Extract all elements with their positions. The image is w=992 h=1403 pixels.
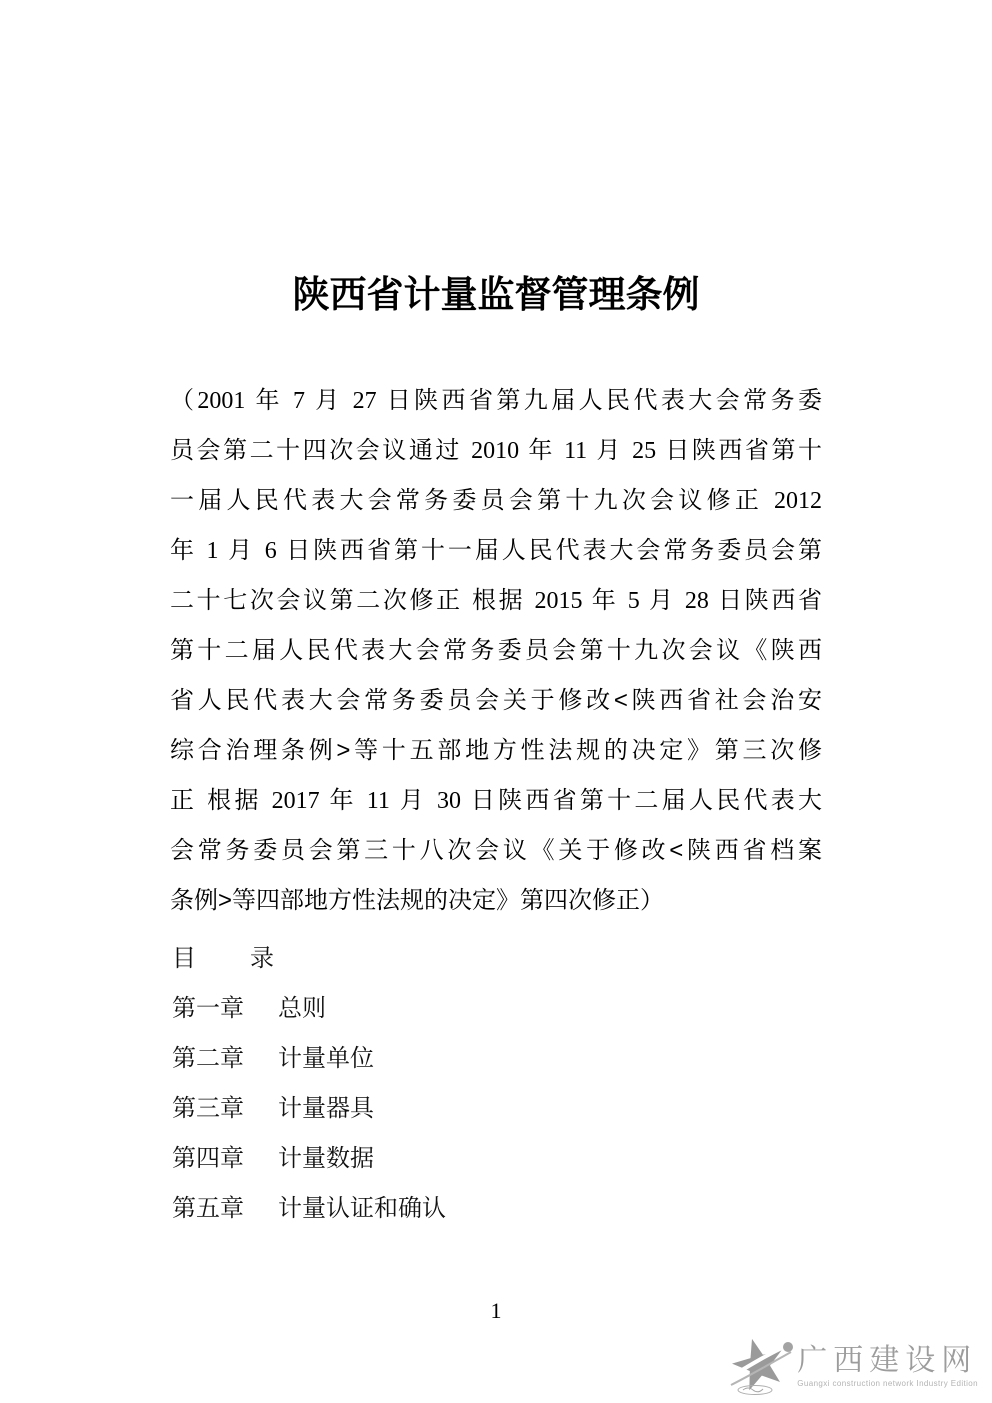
toc-chapter-title: 计量认证和确认 <box>278 1196 446 1222</box>
watermark-brand-en: Guangxi construction network Industry Edition <box>797 1378 978 1388</box>
toc-chapter-title: 计量器具 <box>278 1096 374 1122</box>
intro-line: 会常务委员会第三十八次会议《关于修改<陕西省档案 <box>170 837 822 864</box>
intro-line: 第十二届人民代表大会常务委员会第十九次会议《陕西 <box>170 637 822 664</box>
logo-script-decoration <box>738 1386 772 1395</box>
table-of-contents <box>172 934 992 1234</box>
watermark-text <box>797 1345 978 1388</box>
intro-line: 正 根据 2017 年 11 月 30 日陕西省第十二届人民代表大 <box>170 787 822 814</box>
toc-chapter-title: 计量单位 <box>278 1046 374 1072</box>
toc-chapter-label: 第一章 <box>172 996 244 1022</box>
intro-line: 省人民代表大会常务委员会关于修改<陕西省社会治安 <box>170 687 822 714</box>
toc-item-chapter-3 <box>172 1084 992 1134</box>
intro-line: 条例>等四部地方性法规的决定》第四次修正） <box>170 887 665 914</box>
toc-chapter-title: 总则 <box>278 996 326 1022</box>
intro-line: 一届人民代表大会常务委员会第十九次会议修正 2012 <box>170 487 822 514</box>
toc-item-chapter-5 <box>172 1184 992 1234</box>
toc-heading-left: 目 <box>172 946 196 972</box>
toc-chapter-label: 第四章 <box>172 1146 244 1172</box>
intro-line: （2001 年 7 月 27 日陕西省第九届人民代表大会常务委 <box>170 387 822 414</box>
intro-line: 综合治理条例>等十五部地方性法规的决定》第三次修 <box>170 737 822 764</box>
intro-line: 二十七次会议第二次修正 根据 2015 年 5 月 28 日陕西省 <box>170 587 822 614</box>
toc-chapter-title: 计量数据 <box>278 1146 374 1172</box>
toc-chapter-label: 第五章 <box>172 1196 244 1222</box>
watermark-brand-cn: 广西建设网 <box>797 1343 978 1377</box>
toc-item-chapter-2 <box>172 1034 992 1084</box>
toc-heading <box>172 934 992 984</box>
intro-line: 年 1 月 6 日陕西省第十一届人民代表大会常务委员会第 <box>170 537 823 564</box>
star-logo-icon <box>725 1335 797 1397</box>
toc-item-chapter-4 <box>172 1134 992 1184</box>
intro-line: 员会第二十四次会议通过 2010 年 11 月 25 日陕西省第十 <box>170 437 823 464</box>
page-title: 陕西省计量监督管理条例 <box>292 274 700 315</box>
watermark <box>725 1335 978 1397</box>
toc-chapter-label: 第二章 <box>172 1046 244 1072</box>
toc-chapter-label: 第三章 <box>172 1096 244 1122</box>
intro-paragraph <box>170 376 822 926</box>
toc-item-chapter-1 <box>172 984 992 1034</box>
page-number: 1 <box>490 1298 502 1323</box>
toc-heading-right: 录 <box>250 946 274 972</box>
